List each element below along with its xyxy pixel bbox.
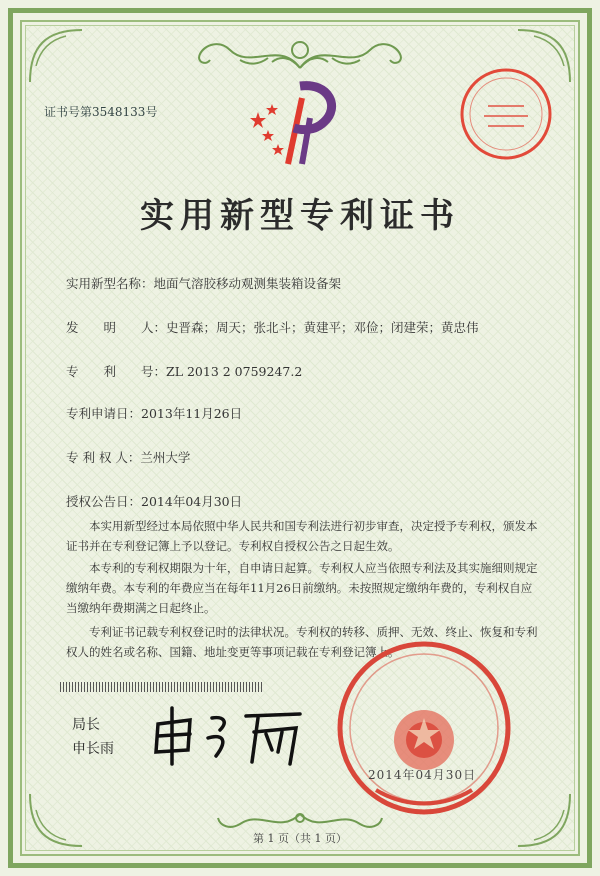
paragraph-record-statement: 专利证书记载专利权登记时的法律状况。专利权的转移、质押、无效、终止、恢复和专利权人的姓名或名称、国籍、地址变更等事项记载在专利登记簿上。 bbox=[66, 625, 538, 659]
paragraph-grant-statement: 本实用新型经过本局依照中华人民共和国专利法进行初步审查，决定授予专利权，颁发本证书并在专利登记簿上予以登记。专利权自授权公告之日起生效。 bbox=[66, 519, 538, 553]
field-label: 专 利 号： bbox=[66, 364, 167, 379]
paragraph-term-statement: 本专利的专利权期限为十年，自申请日起算。专利权人应当依照专利法及其实施细则规定缴纳年费。本专利的年费应当在每年11月26日前缴纳。未按照规定缴纳年费的，专利权自应当缴纳年费期满之日起终止。 bbox=[66, 561, 538, 615]
signature-name: 申长雨 bbox=[72, 741, 114, 757]
handwritten-signature bbox=[150, 704, 310, 768]
field-value: 兰州大学 bbox=[140, 450, 191, 465]
field-application-date bbox=[66, 404, 242, 422]
field-label: 授权公告日： bbox=[66, 494, 142, 509]
field-grant-date bbox=[66, 492, 242, 510]
field-patentee bbox=[66, 448, 190, 466]
field-label: 实用新型名称： bbox=[66, 276, 154, 291]
barcode bbox=[60, 682, 264, 692]
corner-ornament-top-left bbox=[26, 26, 86, 86]
signature-title: 局长 bbox=[72, 717, 100, 733]
field-inventors bbox=[66, 318, 479, 336]
field-value: ZL 2013 2 0759247.2 bbox=[166, 364, 303, 379]
field-label: 专 利 权 人： bbox=[66, 450, 141, 465]
seal-date: 2014年04月30日 bbox=[368, 768, 477, 782]
top-ornament bbox=[180, 30, 420, 76]
field-value: 2014年04月30日 bbox=[141, 494, 243, 509]
certificate-number: 证书号第3548133号 bbox=[44, 105, 158, 119]
field-value: 2013年11月26日 bbox=[141, 406, 243, 421]
patent-office-logo-icon bbox=[244, 78, 340, 168]
page-number: 第 1 页（共 1 页） bbox=[253, 832, 347, 845]
national-office-seal-icon bbox=[336, 640, 512, 816]
field-value: 地面气溶胶移动观测集装箱设备架 bbox=[153, 276, 342, 291]
agent-stamp-icon bbox=[458, 66, 554, 162]
field-label: 专利申请日： bbox=[66, 406, 142, 421]
field-value: 史晋森；周天；张北斗；黄建平；邓俭；闭建荣；黄忠伟 bbox=[166, 320, 479, 335]
field-patent-number bbox=[66, 362, 302, 380]
field-utility-model-name bbox=[66, 274, 341, 292]
field-label: 发 明 人： bbox=[66, 320, 167, 335]
certificate-title: 实用新型专利证书 bbox=[140, 196, 460, 236]
